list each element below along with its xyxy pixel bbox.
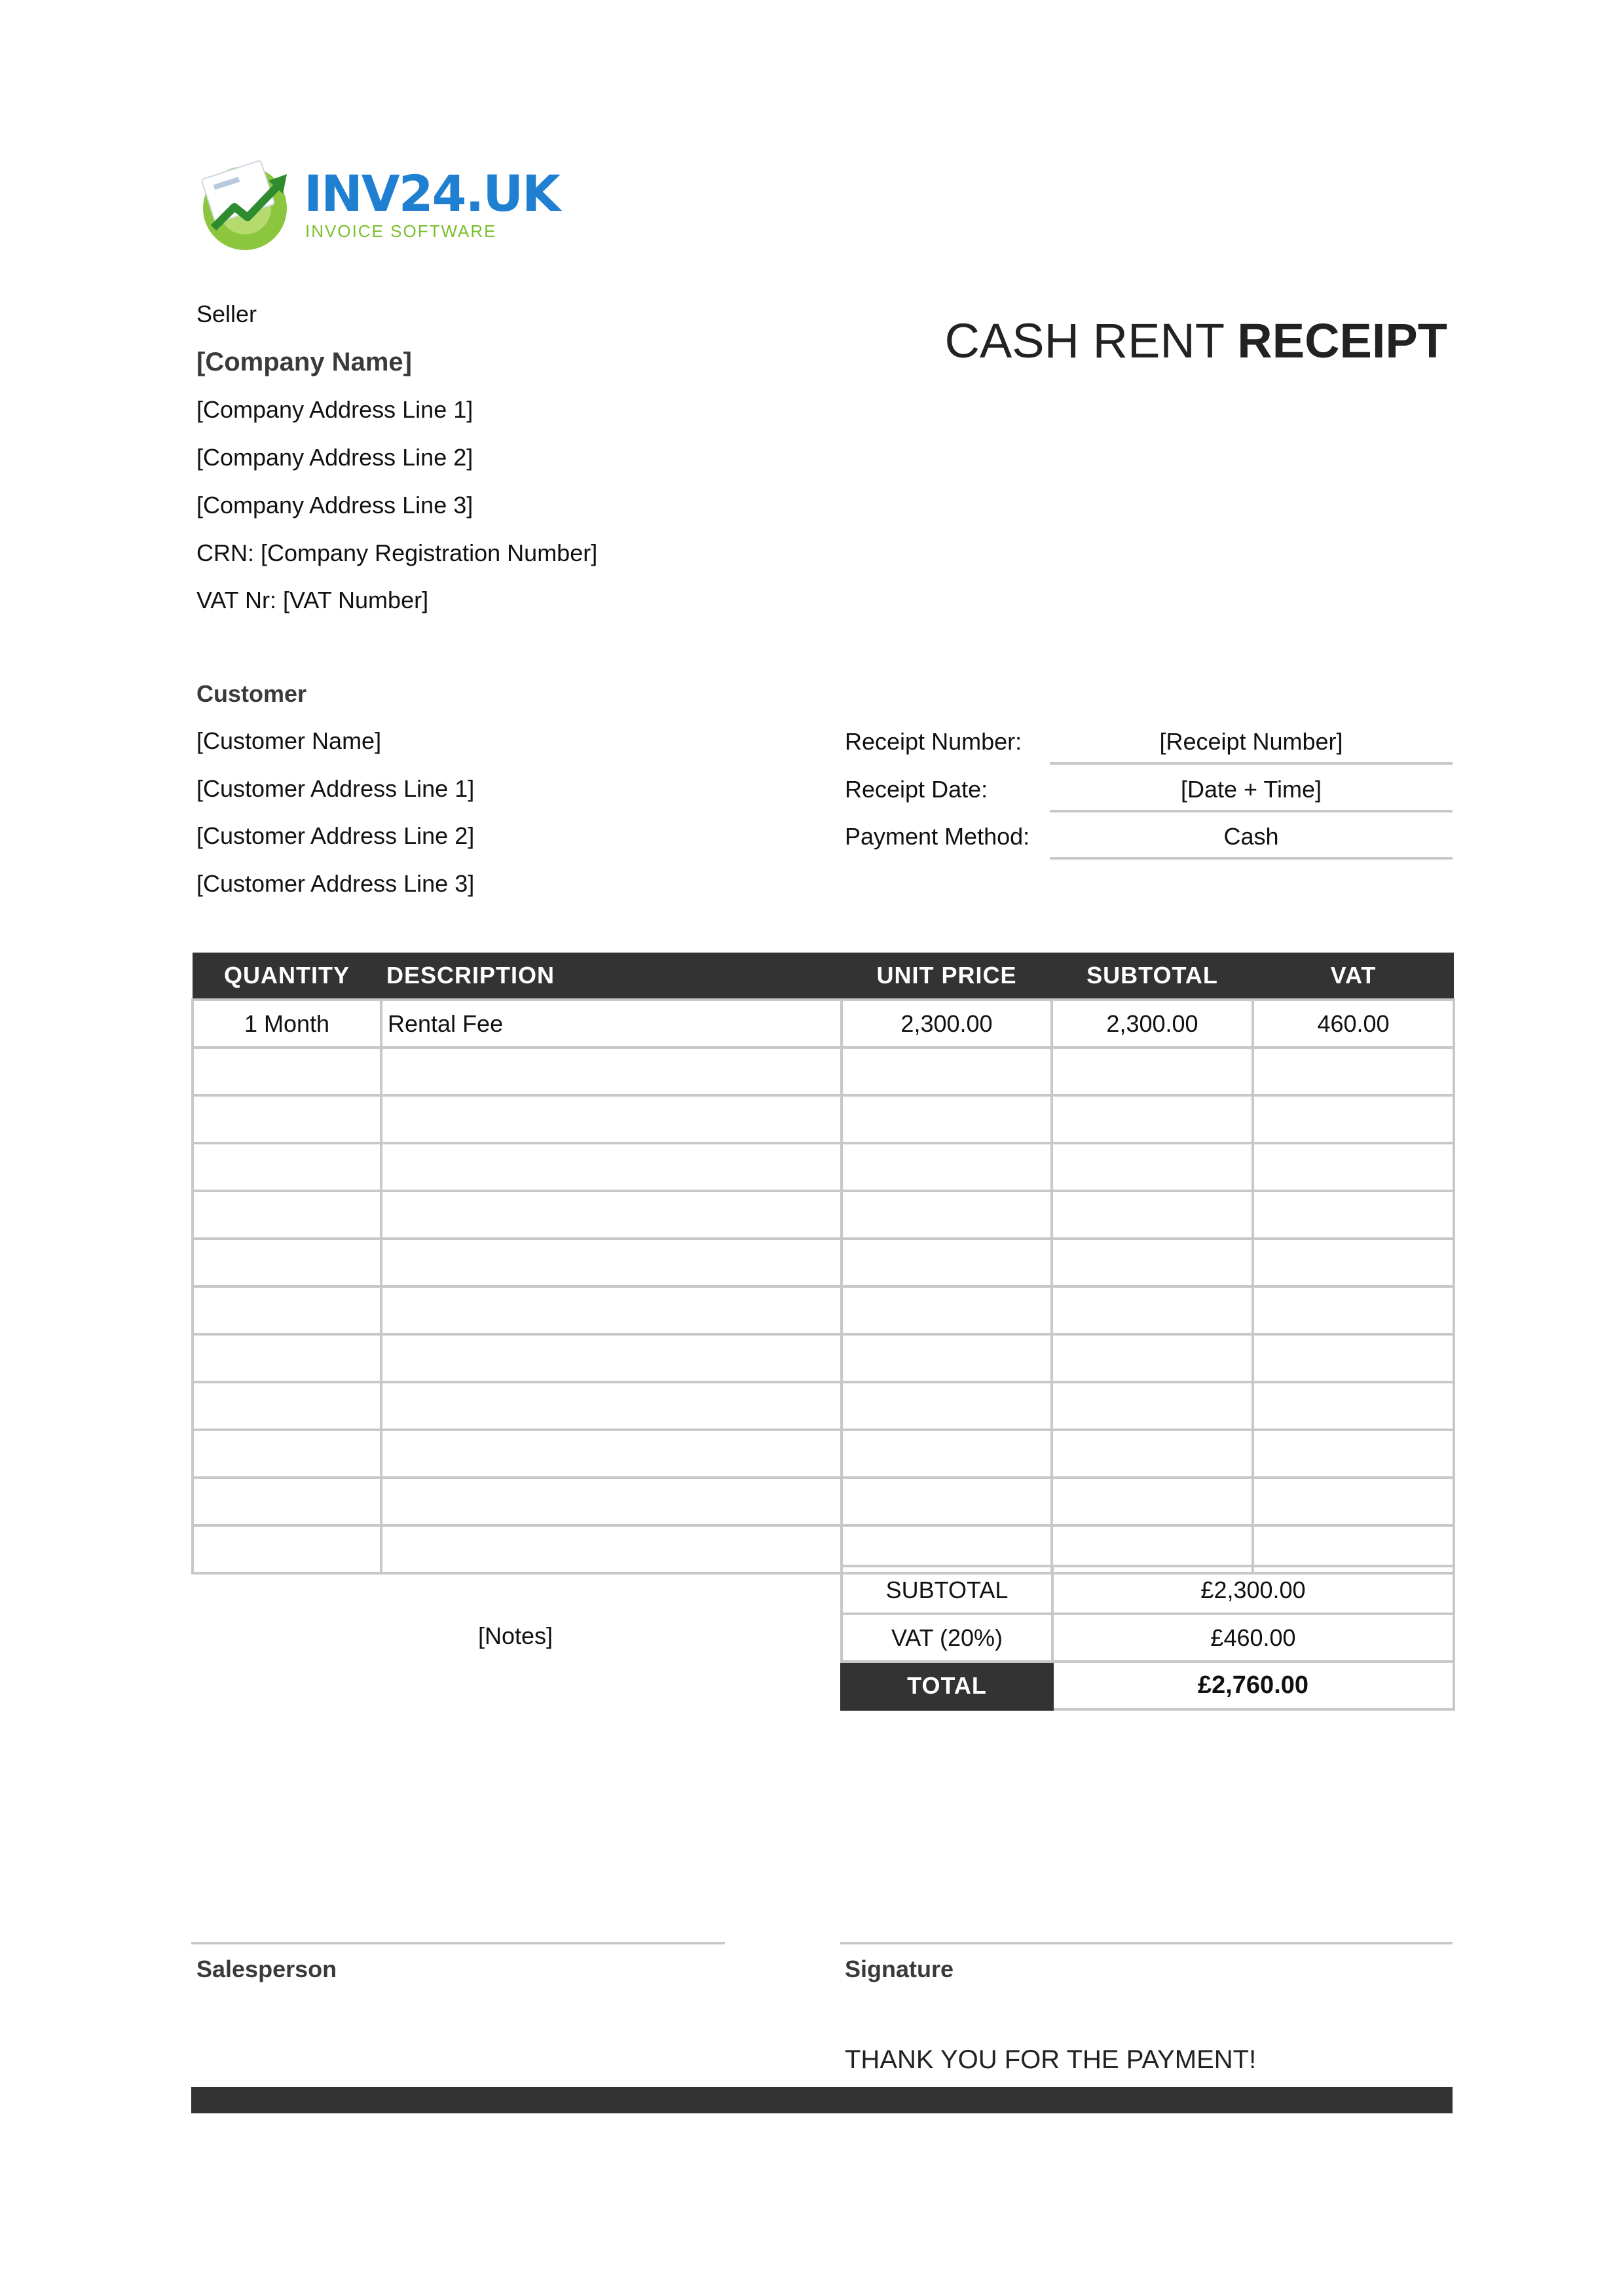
cell-subtotal xyxy=(1052,1143,1253,1191)
cell-subtotal xyxy=(1052,1239,1253,1286)
table-row xyxy=(193,1143,1454,1191)
document-title xyxy=(851,313,1447,369)
logo-subtitle: INVOICE SOFTWARE xyxy=(305,221,497,241)
cell-description xyxy=(381,1286,842,1334)
customer-name: [Customer Name] xyxy=(196,727,382,754)
seller-heading: Seller xyxy=(196,301,257,327)
cell-description xyxy=(381,1143,842,1191)
table-row xyxy=(193,1382,1454,1430)
cell-unit-price xyxy=(842,1430,1052,1478)
cell-description xyxy=(381,1239,842,1286)
vat-value: £460.00 xyxy=(1052,1614,1454,1662)
cell-subtotal xyxy=(1052,1286,1253,1334)
cell-description xyxy=(381,1095,842,1143)
cell-unit-price xyxy=(842,1382,1052,1430)
cell-subtotal xyxy=(1052,1382,1253,1430)
customer-address-line-2: [Customer Address Line 2] xyxy=(196,822,475,849)
cell-vat xyxy=(1253,1430,1454,1478)
header-description: DESCRIPTION xyxy=(381,953,842,1000)
company-logo xyxy=(194,155,559,253)
payment-method-label: Payment Method: xyxy=(845,823,1030,850)
cell-unit-price xyxy=(842,1143,1052,1191)
cell-quantity xyxy=(193,1143,381,1191)
cell-quantity xyxy=(193,1191,381,1239)
signature-label: Signature xyxy=(845,1956,954,1982)
seller-crn: CRN: [Company Registration Number] xyxy=(196,539,598,566)
table-row xyxy=(193,1239,1454,1286)
cell-quantity xyxy=(193,1239,381,1286)
cell-unit-price xyxy=(842,1286,1052,1334)
customer-signature-line xyxy=(840,1942,1453,1944)
cell-subtotal xyxy=(1052,1191,1253,1239)
cell-description xyxy=(381,1430,842,1478)
cell-vat xyxy=(1253,1286,1454,1334)
cell-subtotal xyxy=(1052,1048,1253,1095)
table-row xyxy=(193,1191,1454,1239)
receipt-date-underline xyxy=(1050,810,1453,812)
cell-vat xyxy=(1253,1143,1454,1191)
cell-description xyxy=(381,1191,842,1239)
payment-method-underline xyxy=(1050,857,1453,860)
table-row xyxy=(193,1286,1454,1334)
title-bold: RECEIPT xyxy=(1237,314,1447,368)
table-row xyxy=(193,1000,1454,1048)
cell-description xyxy=(381,1382,842,1430)
seller-company-name: [Company Name] xyxy=(196,348,412,376)
cell-quantity xyxy=(193,1048,381,1095)
table-row xyxy=(193,1048,1454,1095)
header-vat: VAT xyxy=(1253,953,1454,1000)
table-row xyxy=(193,1478,1454,1525)
totals-table xyxy=(840,1565,1455,1711)
seller-vat-number: VAT Nr: [VAT Number] xyxy=(196,587,429,613)
cell-description xyxy=(381,1478,842,1525)
cell-description xyxy=(381,1525,842,1573)
cell-vat: 460.00 xyxy=(1253,1000,1454,1048)
payment-method-value: Cash xyxy=(1223,823,1279,850)
header-subtotal: SUBTOTAL xyxy=(1052,953,1253,1000)
cell-unit-price xyxy=(842,1095,1052,1143)
cell-vat xyxy=(1253,1382,1454,1430)
cell-subtotal xyxy=(1052,1430,1253,1478)
cell-quantity xyxy=(193,1095,381,1143)
salesperson-signature-line xyxy=(191,1942,725,1944)
cell-quantity xyxy=(193,1430,381,1478)
receipt-date-value: [Date + Time] xyxy=(1180,776,1322,803)
logo-emblem-icon xyxy=(194,155,299,253)
seller-address-line-2: [Company Address Line 2] xyxy=(196,444,473,471)
notes: [Notes] xyxy=(477,1622,553,1649)
cell-subtotal xyxy=(1052,1334,1253,1382)
total-value: £2,760.00 xyxy=(1052,1662,1454,1709)
cell-description xyxy=(381,1334,842,1382)
cell-description: Rental Fee xyxy=(381,1000,842,1048)
seller-address-line-3: [Company Address Line 3] xyxy=(196,492,473,519)
cell-subtotal xyxy=(1052,1095,1253,1143)
header-unit-price: UNIT PRICE xyxy=(842,953,1052,1000)
cell-unit-price xyxy=(842,1239,1052,1286)
cell-vat xyxy=(1253,1478,1454,1525)
totals-row-subtotal xyxy=(842,1566,1454,1614)
vat-label: VAT (20%) xyxy=(842,1614,1052,1662)
header-quantity: QUANTITY xyxy=(193,953,381,1000)
items-table xyxy=(191,953,1455,1575)
table-row xyxy=(193,1095,1454,1143)
cell-subtotal: 2,300.00 xyxy=(1052,1000,1253,1048)
customer-heading: Customer xyxy=(196,680,307,707)
customer-address-line-3: [Customer Address Line 3] xyxy=(196,870,475,897)
cell-vat xyxy=(1253,1191,1454,1239)
cell-unit-price: 2,300.00 xyxy=(842,1000,1052,1048)
totals-row-vat xyxy=(842,1614,1454,1662)
subtotal-label: SUBTOTAL xyxy=(842,1566,1052,1614)
cell-description xyxy=(381,1048,842,1095)
total-label: TOTAL xyxy=(842,1662,1052,1709)
salesperson-label: Salesperson xyxy=(196,1956,337,1982)
subtotal-value: £2,300.00 xyxy=(1052,1566,1454,1614)
cell-unit-price xyxy=(842,1048,1052,1095)
receipt-date-label: Receipt Date: xyxy=(845,776,988,803)
cell-quantity xyxy=(193,1525,381,1573)
totals-row-total xyxy=(842,1662,1454,1709)
cell-vat xyxy=(1253,1048,1454,1095)
cell-subtotal xyxy=(1052,1478,1253,1525)
footer-bar xyxy=(191,2087,1453,2113)
cell-vat xyxy=(1253,1095,1454,1143)
cell-vat xyxy=(1253,1334,1454,1382)
thank-you-message: THANK YOU FOR THE PAYMENT! xyxy=(845,2045,1257,2074)
items-table-header xyxy=(193,953,1454,1000)
cell-quantity xyxy=(193,1382,381,1430)
cell-vat xyxy=(1253,1239,1454,1286)
cell-unit-price xyxy=(842,1191,1052,1239)
cell-quantity xyxy=(193,1334,381,1382)
cell-unit-price xyxy=(842,1478,1052,1525)
table-row xyxy=(193,1430,1454,1478)
receipt-number-value: [Receipt Number] xyxy=(1159,728,1343,755)
receipt-number-label: Receipt Number: xyxy=(845,728,1022,755)
seller-address-line-1: [Company Address Line 1] xyxy=(196,396,473,423)
cell-quantity xyxy=(193,1286,381,1334)
receipt-number-underline xyxy=(1050,762,1453,765)
logo-text: INV24.UK xyxy=(304,164,559,223)
cell-quantity: 1 Month xyxy=(193,1000,381,1048)
cell-quantity xyxy=(193,1478,381,1525)
table-row xyxy=(193,1334,1454,1382)
title-light: CASH RENT xyxy=(944,314,1224,368)
customer-address-line-1: [Customer Address Line 1] xyxy=(196,775,475,802)
cell-unit-price xyxy=(842,1334,1052,1382)
